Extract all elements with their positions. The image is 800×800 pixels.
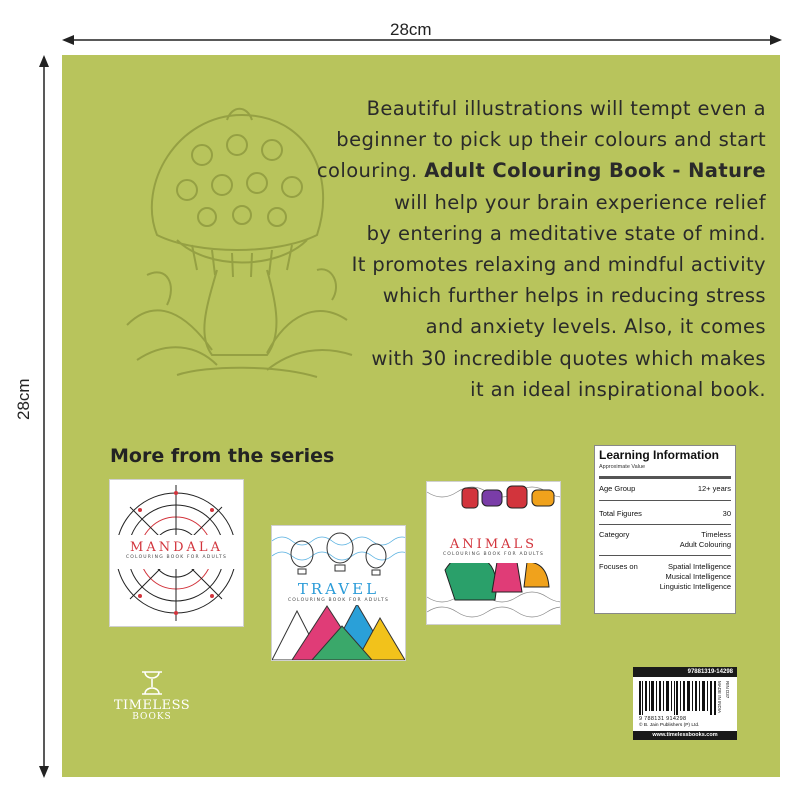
book-title-band xyxy=(272,577,405,605)
height-label: 28cm xyxy=(14,378,33,420)
blurb-line: by entering a meditative state of mind. xyxy=(366,221,766,245)
total-figures-value: 30 xyxy=(722,509,731,518)
width-label: 28cm xyxy=(390,20,432,39)
blurb-line: and anxiety levels. Also, it comes xyxy=(425,315,766,339)
divider xyxy=(599,555,731,556)
blurb-line xyxy=(232,155,766,186)
blurb-line: It promotes relaxing and mindful activity xyxy=(351,253,766,277)
focuses-label: Focuses on xyxy=(599,562,638,571)
series-book-animals[interactable] xyxy=(427,482,560,624)
book-back-cover xyxy=(62,55,780,777)
blurb-line: with 30 incredible quotes which makes xyxy=(371,346,766,370)
barcode-digits: 9 788131 914298 xyxy=(639,716,687,722)
learning-subtitle: Approximate Value xyxy=(599,464,646,470)
series-book-mandala[interactable] xyxy=(110,480,243,626)
isbn-label: 97881319-14298 xyxy=(633,667,737,677)
logo-name: TIMELESS xyxy=(113,698,191,713)
category-value-line: Timeless xyxy=(701,530,731,539)
book-title-band xyxy=(427,533,560,563)
product-code: RIN D37 xyxy=(725,681,730,699)
series-book-travel[interactable] xyxy=(272,526,405,660)
book-title: TRAVEL xyxy=(297,580,380,598)
divider xyxy=(599,476,731,479)
book-title: MANDALA xyxy=(130,540,223,555)
category-label: Category xyxy=(599,530,630,539)
blurb-line: which further helps in reducing stress xyxy=(382,284,766,308)
book-subtitle: COLOURING BOOK FOR ADULTS xyxy=(125,555,228,560)
blurb-line: it an ideal inspirational book. xyxy=(470,377,766,401)
made-in-label: MADE IN INDIA xyxy=(717,681,722,714)
blurb-text-segment: colouring. xyxy=(316,159,425,183)
focuses-value xyxy=(660,562,731,592)
learning-title: Learning Information xyxy=(599,448,719,462)
category-value xyxy=(680,530,731,550)
blurb-line: beginner to pick up their colours and start xyxy=(336,128,766,152)
hourglass-icon xyxy=(137,670,167,696)
book-title: ANIMALS xyxy=(449,537,538,552)
divider xyxy=(599,500,731,501)
category-value-line: Adult Colouring xyxy=(679,540,731,549)
barcode-block xyxy=(633,667,737,740)
book-title-band xyxy=(110,535,243,569)
blurb-line: will help your brain experience relief xyxy=(394,190,766,214)
learning-information-box xyxy=(594,445,736,614)
focus-item: Musical Intelligence xyxy=(665,572,731,581)
logo-sub: BOOKS xyxy=(132,712,172,722)
age-group-value: 12+ years xyxy=(697,484,731,493)
total-figures-label: Total Figures xyxy=(599,509,642,518)
divider xyxy=(599,524,731,525)
focus-item: Spatial Intelligence xyxy=(668,562,731,571)
book-subtitle: COLOURING BOOK FOR ADULTS xyxy=(287,598,390,603)
website-label: www.timelessbooks.com xyxy=(633,731,737,740)
blurb-text xyxy=(232,93,766,405)
barcode-icon xyxy=(639,681,717,715)
book-subtitle: COLOURING BOOK FOR ADULTS xyxy=(442,552,545,557)
timeless-books-logo xyxy=(97,670,207,722)
blurb-line: Beautiful illustrations will tempt even a xyxy=(366,97,766,120)
book-title-bold: Adult Colouring Book - Nature xyxy=(424,159,766,183)
focus-item: Linguistic Intelligence xyxy=(659,582,731,591)
age-group-label: Age Group xyxy=(599,484,636,493)
series-heading: More from the series xyxy=(110,445,335,467)
publisher-copyright: © B. Jain Publishers (P) Ltd. xyxy=(639,723,700,728)
